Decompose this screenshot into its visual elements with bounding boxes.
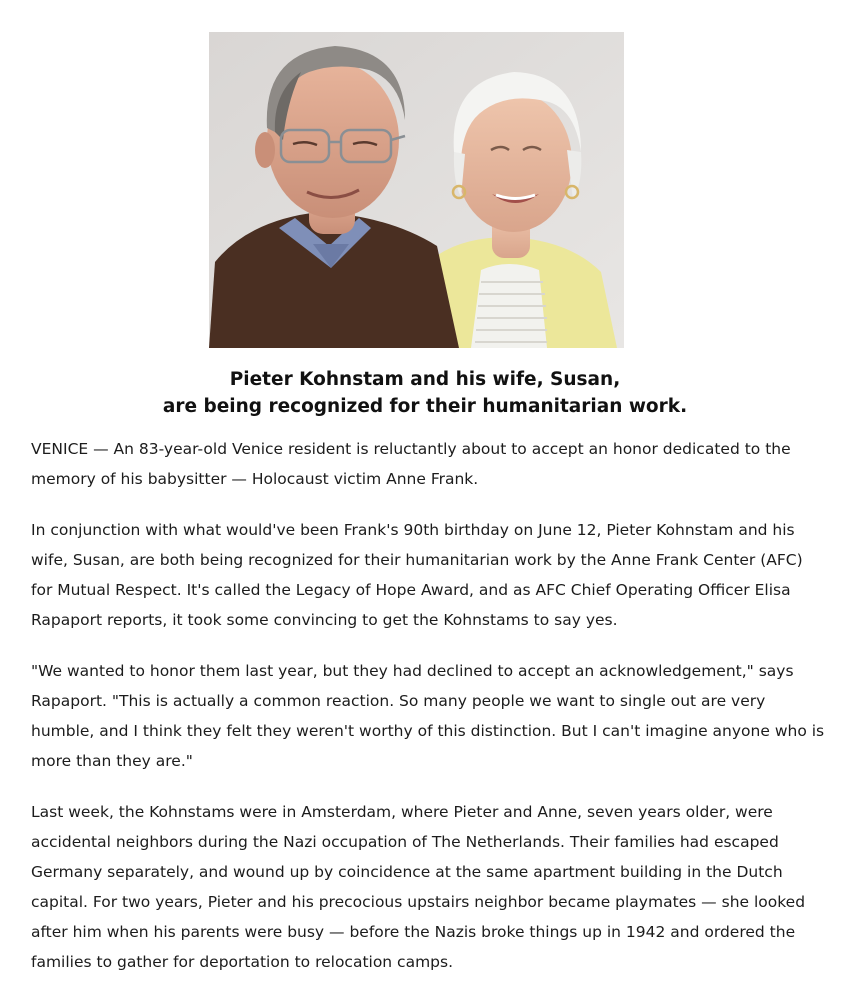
article-paragraph: "We wanted to honor them last year, but they had declined to accept an acknowledgement," says Rapaport. "This is actually a common reaction. So many people we want to single out are very humble, and I think they felt they weren't worthy of this distinction. But I can't imagine anyone who is more than they are." (31, 662, 825, 770)
article-photo (209, 32, 624, 348)
caption-line-2: are being recognized for their humanitarian work. (162, 396, 688, 417)
article-body (31, 434, 826, 998)
caption-line-1: Pieter Kohnstam and his wife, Susan, (229, 369, 621, 390)
couple-photo-illustration (209, 32, 624, 348)
photo-caption (0, 366, 850, 420)
article-paragraph: Last week, the Kohnstams were in Amsterdam, where Pieter and Anne, seven years older, were accidental neighbors during the Nazi occupation of The Netherlands. Their families had escaped Germany separately, and wound up by coincidence at the same apartment building in the Dutch capital. For two years, Pieter and his precocious upstairs neighbor became playmates — she looked after him when his parents were busy — before the Nazis broke things up in 1942 and ordered the families to gather for deportation to relocation camps. (31, 803, 806, 971)
article-paragraph: VENICE — An 83-year-old Venice resident is reluctantly about to accept an honor dedicated to the memory of his babysitter — Holocaust victim Anne Frank. (31, 440, 791, 488)
article-paragraph: In conjunction with what would've been Frank's 90th birthday on June 12, Pieter Kohnstam and his wife, Susan, are both being recognized for their humanitarian work by the Anne Frank Center (AFC) for Mutual Respect. It's called the Legacy of Hope Award, and as AFC Chief Operating Officer Elisa Rapaport reports, it took some convincing to get the Kohnstams to say yes. (31, 521, 803, 629)
